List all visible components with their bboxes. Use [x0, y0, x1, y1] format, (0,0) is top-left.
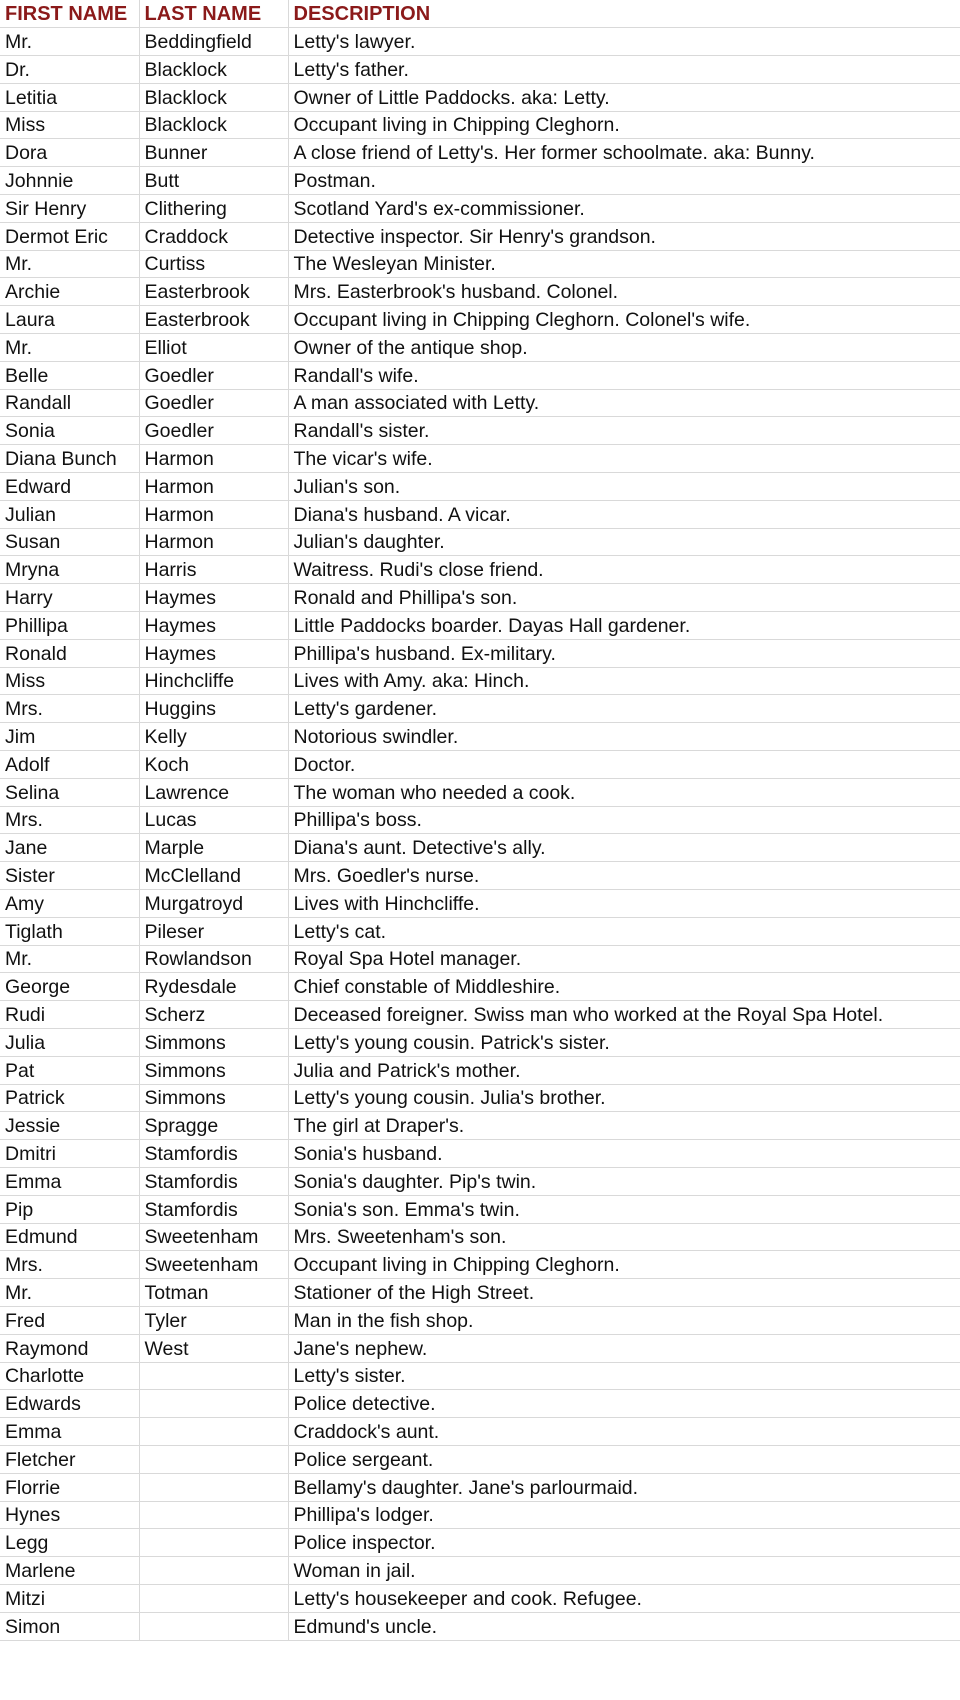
table-row — [0, 1251, 960, 1279]
first-name-cell: Archie — [0, 278, 139, 306]
table-row — [0, 945, 960, 973]
first-name-cell: Amy — [0, 890, 139, 918]
table-row — [0, 1362, 960, 1390]
last-name-cell: Koch — [139, 751, 288, 779]
last-name-cell: Harmon — [139, 528, 288, 556]
first-name-cell: Dmitri — [0, 1140, 139, 1168]
last-name-cell: Haymes — [139, 612, 288, 640]
table-row — [0, 1306, 960, 1334]
first-name-cell: Mrs. — [0, 806, 139, 834]
first-name-cell: Fred — [0, 1306, 139, 1334]
description-cell: Phillipa's lodger. — [288, 1501, 960, 1529]
first-name-cell: Sister — [0, 862, 139, 890]
description-cell: Letty's housekeeper and cook. Refugee. — [288, 1584, 960, 1612]
table-row — [0, 222, 960, 250]
description-cell: Randall's sister. — [288, 417, 960, 445]
last-name-cell: Rowlandson — [139, 945, 288, 973]
first-name-cell: Mrs. — [0, 695, 139, 723]
description-cell: Occupant living in Chipping Cleghorn. — [288, 1251, 960, 1279]
table-row — [0, 167, 960, 195]
description-cell: Mrs. Sweetenham's son. — [288, 1223, 960, 1251]
description-cell: Letty's cat. — [288, 917, 960, 945]
table-row — [0, 1445, 960, 1473]
last-name-cell: Goedler — [139, 389, 288, 417]
table-row — [0, 1418, 960, 1446]
first-name-cell: Tiglath — [0, 917, 139, 945]
description-cell: Julian's son. — [288, 473, 960, 501]
first-name-cell: Mitzi — [0, 1584, 139, 1612]
first-name-cell: George — [0, 973, 139, 1001]
table-row — [0, 1501, 960, 1529]
first-name-cell: Julia — [0, 1028, 139, 1056]
table-row — [0, 1279, 960, 1307]
first-name-cell: Mr. — [0, 250, 139, 278]
description-cell: Ronald and Phillipa's son. — [288, 584, 960, 612]
description-cell: Letty's gardener. — [288, 695, 960, 723]
last-name-cell: Easterbrook — [139, 278, 288, 306]
last-name-cell: Harmon — [139, 473, 288, 501]
description-cell: Phillipa's husband. Ex-military. — [288, 639, 960, 667]
table-row — [0, 111, 960, 139]
table-row — [0, 1112, 960, 1140]
last-name-cell: Goedler — [139, 361, 288, 389]
table-row — [0, 1223, 960, 1251]
first-name-cell: Pip — [0, 1195, 139, 1223]
last-name-cell: Scherz — [139, 1001, 288, 1029]
last-name-cell: Pileser — [139, 917, 288, 945]
table-row — [0, 278, 960, 306]
description-cell: Sonia's husband. — [288, 1140, 960, 1168]
first-name-cell: Edwards — [0, 1390, 139, 1418]
description-cell: Occupant living in Chipping Cleghorn. — [288, 111, 960, 139]
last-name-cell: Simmons — [139, 1056, 288, 1084]
last-name-cell: Hinchcliffe — [139, 667, 288, 695]
description-cell: Detective inspector. Sir Henry's grandson. — [288, 222, 960, 250]
last-name-cell: Stamfordis — [139, 1167, 288, 1195]
description-cell: Letty's lawyer. — [288, 28, 960, 56]
last-name-cell: Elliot — [139, 334, 288, 362]
last-name-cell: Lucas — [139, 806, 288, 834]
first-name-cell: Mr. — [0, 945, 139, 973]
last-name-cell: Totman — [139, 1279, 288, 1307]
first-name-cell: Mr. — [0, 28, 139, 56]
table-row — [0, 778, 960, 806]
table-row — [0, 500, 960, 528]
table-row — [0, 890, 960, 918]
table-row — [0, 528, 960, 556]
description-cell: Sonia's son. Emma's twin. — [288, 1195, 960, 1223]
last-name-cell: Simmons — [139, 1028, 288, 1056]
table-row — [0, 667, 960, 695]
last-name-cell: Curtiss — [139, 250, 288, 278]
description-cell: Letty's young cousin. Julia's brother. — [288, 1084, 960, 1112]
last-name-cell: Haymes — [139, 584, 288, 612]
first-name-cell: Susan — [0, 528, 139, 556]
last-name-cell: Lawrence — [139, 778, 288, 806]
description-cell: Police sergeant. — [288, 1445, 960, 1473]
first-name-cell: Adolf — [0, 751, 139, 779]
description-cell: The girl at Draper's. — [288, 1112, 960, 1140]
description-cell: Man in the fish shop. — [288, 1306, 960, 1334]
description-cell: Julian's daughter. — [288, 528, 960, 556]
table-row — [0, 445, 960, 473]
description-cell: Julia and Patrick's mother. — [288, 1056, 960, 1084]
table-row — [0, 806, 960, 834]
first-name-cell: Randall — [0, 389, 139, 417]
last-name-cell — [139, 1529, 288, 1557]
last-name-cell: Harmon — [139, 500, 288, 528]
description-cell: The vicar's wife. — [288, 445, 960, 473]
last-name-cell: Tyler — [139, 1306, 288, 1334]
table-row — [0, 695, 960, 723]
first-name-cell: Hynes — [0, 1501, 139, 1529]
last-name-cell: Easterbrook — [139, 306, 288, 334]
table-row — [0, 1390, 960, 1418]
table-row — [0, 639, 960, 667]
description-cell: Police inspector. — [288, 1529, 960, 1557]
first-name-cell: Mr. — [0, 1279, 139, 1307]
first-name-cell: Marlene — [0, 1557, 139, 1585]
description-cell: Occupant living in Chipping Cleghorn. Colonel's wife. — [288, 306, 960, 334]
last-name-cell: Blacklock — [139, 111, 288, 139]
table-row — [0, 28, 960, 56]
first-name-cell: Jane — [0, 834, 139, 862]
description-cell: Notorious swindler. — [288, 723, 960, 751]
description-cell: Letty's young cousin. Patrick's sister. — [288, 1028, 960, 1056]
description-cell: Sonia's daughter. Pip's twin. — [288, 1167, 960, 1195]
first-name-cell: Letitia — [0, 83, 139, 111]
last-name-cell: Huggins — [139, 695, 288, 723]
first-name-cell: Jessie — [0, 1112, 139, 1140]
last-name-cell — [139, 1557, 288, 1585]
last-name-cell: McClelland — [139, 862, 288, 890]
description-cell: Doctor. — [288, 751, 960, 779]
last-name-cell — [139, 1418, 288, 1446]
table-row — [0, 584, 960, 612]
first-name-cell: Mrs. — [0, 1251, 139, 1279]
table-row — [0, 1473, 960, 1501]
first-name-cell: Dora — [0, 139, 139, 167]
description-cell: Lives with Hinchcliffe. — [288, 890, 960, 918]
first-name-cell: Patrick — [0, 1084, 139, 1112]
last-name-cell: Simmons — [139, 1084, 288, 1112]
last-name-cell — [139, 1362, 288, 1390]
first-name-cell: Dermot Eric — [0, 222, 139, 250]
last-name-cell: Kelly — [139, 723, 288, 751]
first-name-cell: Laura — [0, 306, 139, 334]
table-row — [0, 917, 960, 945]
last-name-cell — [139, 1584, 288, 1612]
table-row — [0, 1195, 960, 1223]
description-cell: Owner of Little Paddocks. aka: Letty. — [288, 83, 960, 111]
description-cell: Lives with Amy. aka: Hinch. — [288, 667, 960, 695]
table-row — [0, 751, 960, 779]
description-cell: Diana's husband. A vicar. — [288, 500, 960, 528]
table-row — [0, 195, 960, 223]
table-row — [0, 56, 960, 84]
first-name-cell: Dr. — [0, 56, 139, 84]
last-name-cell: Haymes — [139, 639, 288, 667]
first-name-cell: Simon — [0, 1612, 139, 1640]
description-cell: Waitress. Rudi's close friend. — [288, 556, 960, 584]
first-name-cell: Phillipa — [0, 612, 139, 640]
header-last-name: LAST NAME — [139, 0, 288, 28]
last-name-cell — [139, 1612, 288, 1640]
table-row — [0, 361, 960, 389]
last-name-cell: Rydesdale — [139, 973, 288, 1001]
first-name-cell: Emma — [0, 1167, 139, 1195]
last-name-cell: Butt — [139, 167, 288, 195]
last-name-cell: Spragge — [139, 1112, 288, 1140]
first-name-cell: Edward — [0, 473, 139, 501]
header-row — [0, 0, 960, 28]
last-name-cell: Sweetenham — [139, 1251, 288, 1279]
description-cell: Phillipa's boss. — [288, 806, 960, 834]
description-cell: Royal Spa Hotel manager. — [288, 945, 960, 973]
table-row — [0, 417, 960, 445]
description-cell: Police detective. — [288, 1390, 960, 1418]
table-row — [0, 612, 960, 640]
last-name-cell — [139, 1501, 288, 1529]
description-cell: Bellamy's daughter. Jane's parlourmaid. — [288, 1473, 960, 1501]
table-row — [0, 973, 960, 1001]
table-row — [0, 389, 960, 417]
table-row — [0, 1557, 960, 1585]
first-name-cell: Rudi — [0, 1001, 139, 1029]
last-name-cell: Stamfordis — [139, 1195, 288, 1223]
first-name-cell: Charlotte — [0, 1362, 139, 1390]
table-row — [0, 1028, 960, 1056]
description-cell: A man associated with Letty. — [288, 389, 960, 417]
first-name-cell: Pat — [0, 1056, 139, 1084]
description-cell: Letty's sister. — [288, 1362, 960, 1390]
description-cell: Mrs. Goedler's nurse. — [288, 862, 960, 890]
first-name-cell: Johnnie — [0, 167, 139, 195]
first-name-cell: Mr. — [0, 334, 139, 362]
last-name-cell — [139, 1390, 288, 1418]
first-name-cell: Sonia — [0, 417, 139, 445]
last-name-cell: Harris — [139, 556, 288, 584]
first-name-cell: Harry — [0, 584, 139, 612]
table-row — [0, 334, 960, 362]
table-row — [0, 306, 960, 334]
description-cell: Diana's aunt. Detective's ally. — [288, 834, 960, 862]
header-first-name: FIRST NAME — [0, 0, 139, 28]
first-name-cell: Jim — [0, 723, 139, 751]
table-row — [0, 1084, 960, 1112]
table-row — [0, 473, 960, 501]
first-name-cell: Fletcher — [0, 1445, 139, 1473]
first-name-cell: Belle — [0, 361, 139, 389]
last-name-cell — [139, 1473, 288, 1501]
description-cell: Randall's wife. — [288, 361, 960, 389]
table-row — [0, 1140, 960, 1168]
last-name-cell: Stamfordis — [139, 1140, 288, 1168]
table-body — [0, 28, 960, 1640]
header-description: DESCRIPTION — [288, 0, 960, 28]
description-cell: Postman. — [288, 167, 960, 195]
first-name-cell: Florrie — [0, 1473, 139, 1501]
last-name-cell: Murgatroyd — [139, 890, 288, 918]
description-cell: Little Paddocks boarder. Dayas Hall gardener. — [288, 612, 960, 640]
last-name-cell: Beddingfield — [139, 28, 288, 56]
description-cell: A close friend of Letty's. Her former schoolmate. aka: Bunny. — [288, 139, 960, 167]
first-name-cell: Mryna — [0, 556, 139, 584]
last-name-cell: West — [139, 1334, 288, 1362]
description-cell: Jane's nephew. — [288, 1334, 960, 1362]
description-cell: Mrs. Easterbrook's husband. Colonel. — [288, 278, 960, 306]
table-row — [0, 834, 960, 862]
description-cell: Owner of the antique shop. — [288, 334, 960, 362]
description-cell: Craddock's aunt. — [288, 1418, 960, 1446]
table-row — [0, 1167, 960, 1195]
last-name-cell — [139, 1445, 288, 1473]
table-row — [0, 1001, 960, 1029]
table-row — [0, 83, 960, 111]
description-cell: Deceased foreigner. Swiss man who worked at the Royal Spa Hotel. — [288, 1001, 960, 1029]
table-row — [0, 139, 960, 167]
first-name-cell: Miss — [0, 111, 139, 139]
description-cell: Stationer of the High Street. — [288, 1279, 960, 1307]
first-name-cell: Emma — [0, 1418, 139, 1446]
description-cell: Chief constable of Middleshire. — [288, 973, 960, 1001]
last-name-cell: Craddock — [139, 222, 288, 250]
first-name-cell: Ronald — [0, 639, 139, 667]
last-name-cell: Bunner — [139, 139, 288, 167]
last-name-cell: Harmon — [139, 445, 288, 473]
first-name-cell: Raymond — [0, 1334, 139, 1362]
table-row — [0, 1529, 960, 1557]
first-name-cell: Julian — [0, 500, 139, 528]
last-name-cell: Blacklock — [139, 56, 288, 84]
table-row — [0, 1612, 960, 1640]
first-name-cell: Legg — [0, 1529, 139, 1557]
table-row — [0, 1056, 960, 1084]
description-cell: Woman in jail. — [288, 1557, 960, 1585]
description-cell: Edmund's uncle. — [288, 1612, 960, 1640]
description-cell: The Wesleyan Minister. — [288, 250, 960, 278]
first-name-cell: Selina — [0, 778, 139, 806]
table-row — [0, 250, 960, 278]
table-row — [0, 556, 960, 584]
last-name-cell: Marple — [139, 834, 288, 862]
description-cell: Letty's father. — [288, 56, 960, 84]
table-row — [0, 723, 960, 751]
last-name-cell: Clithering — [139, 195, 288, 223]
last-name-cell: Goedler — [139, 417, 288, 445]
last-name-cell: Sweetenham — [139, 1223, 288, 1251]
first-name-cell: Sir Henry — [0, 195, 139, 223]
description-cell: The woman who needed a cook. — [288, 778, 960, 806]
table-row — [0, 862, 960, 890]
last-name-cell: Blacklock — [139, 83, 288, 111]
first-name-cell: Diana Bunch — [0, 445, 139, 473]
table-row — [0, 1584, 960, 1612]
description-cell: Scotland Yard's ex-commissioner. — [288, 195, 960, 223]
table-row — [0, 1334, 960, 1362]
first-name-cell: Edmund — [0, 1223, 139, 1251]
first-name-cell: Miss — [0, 667, 139, 695]
